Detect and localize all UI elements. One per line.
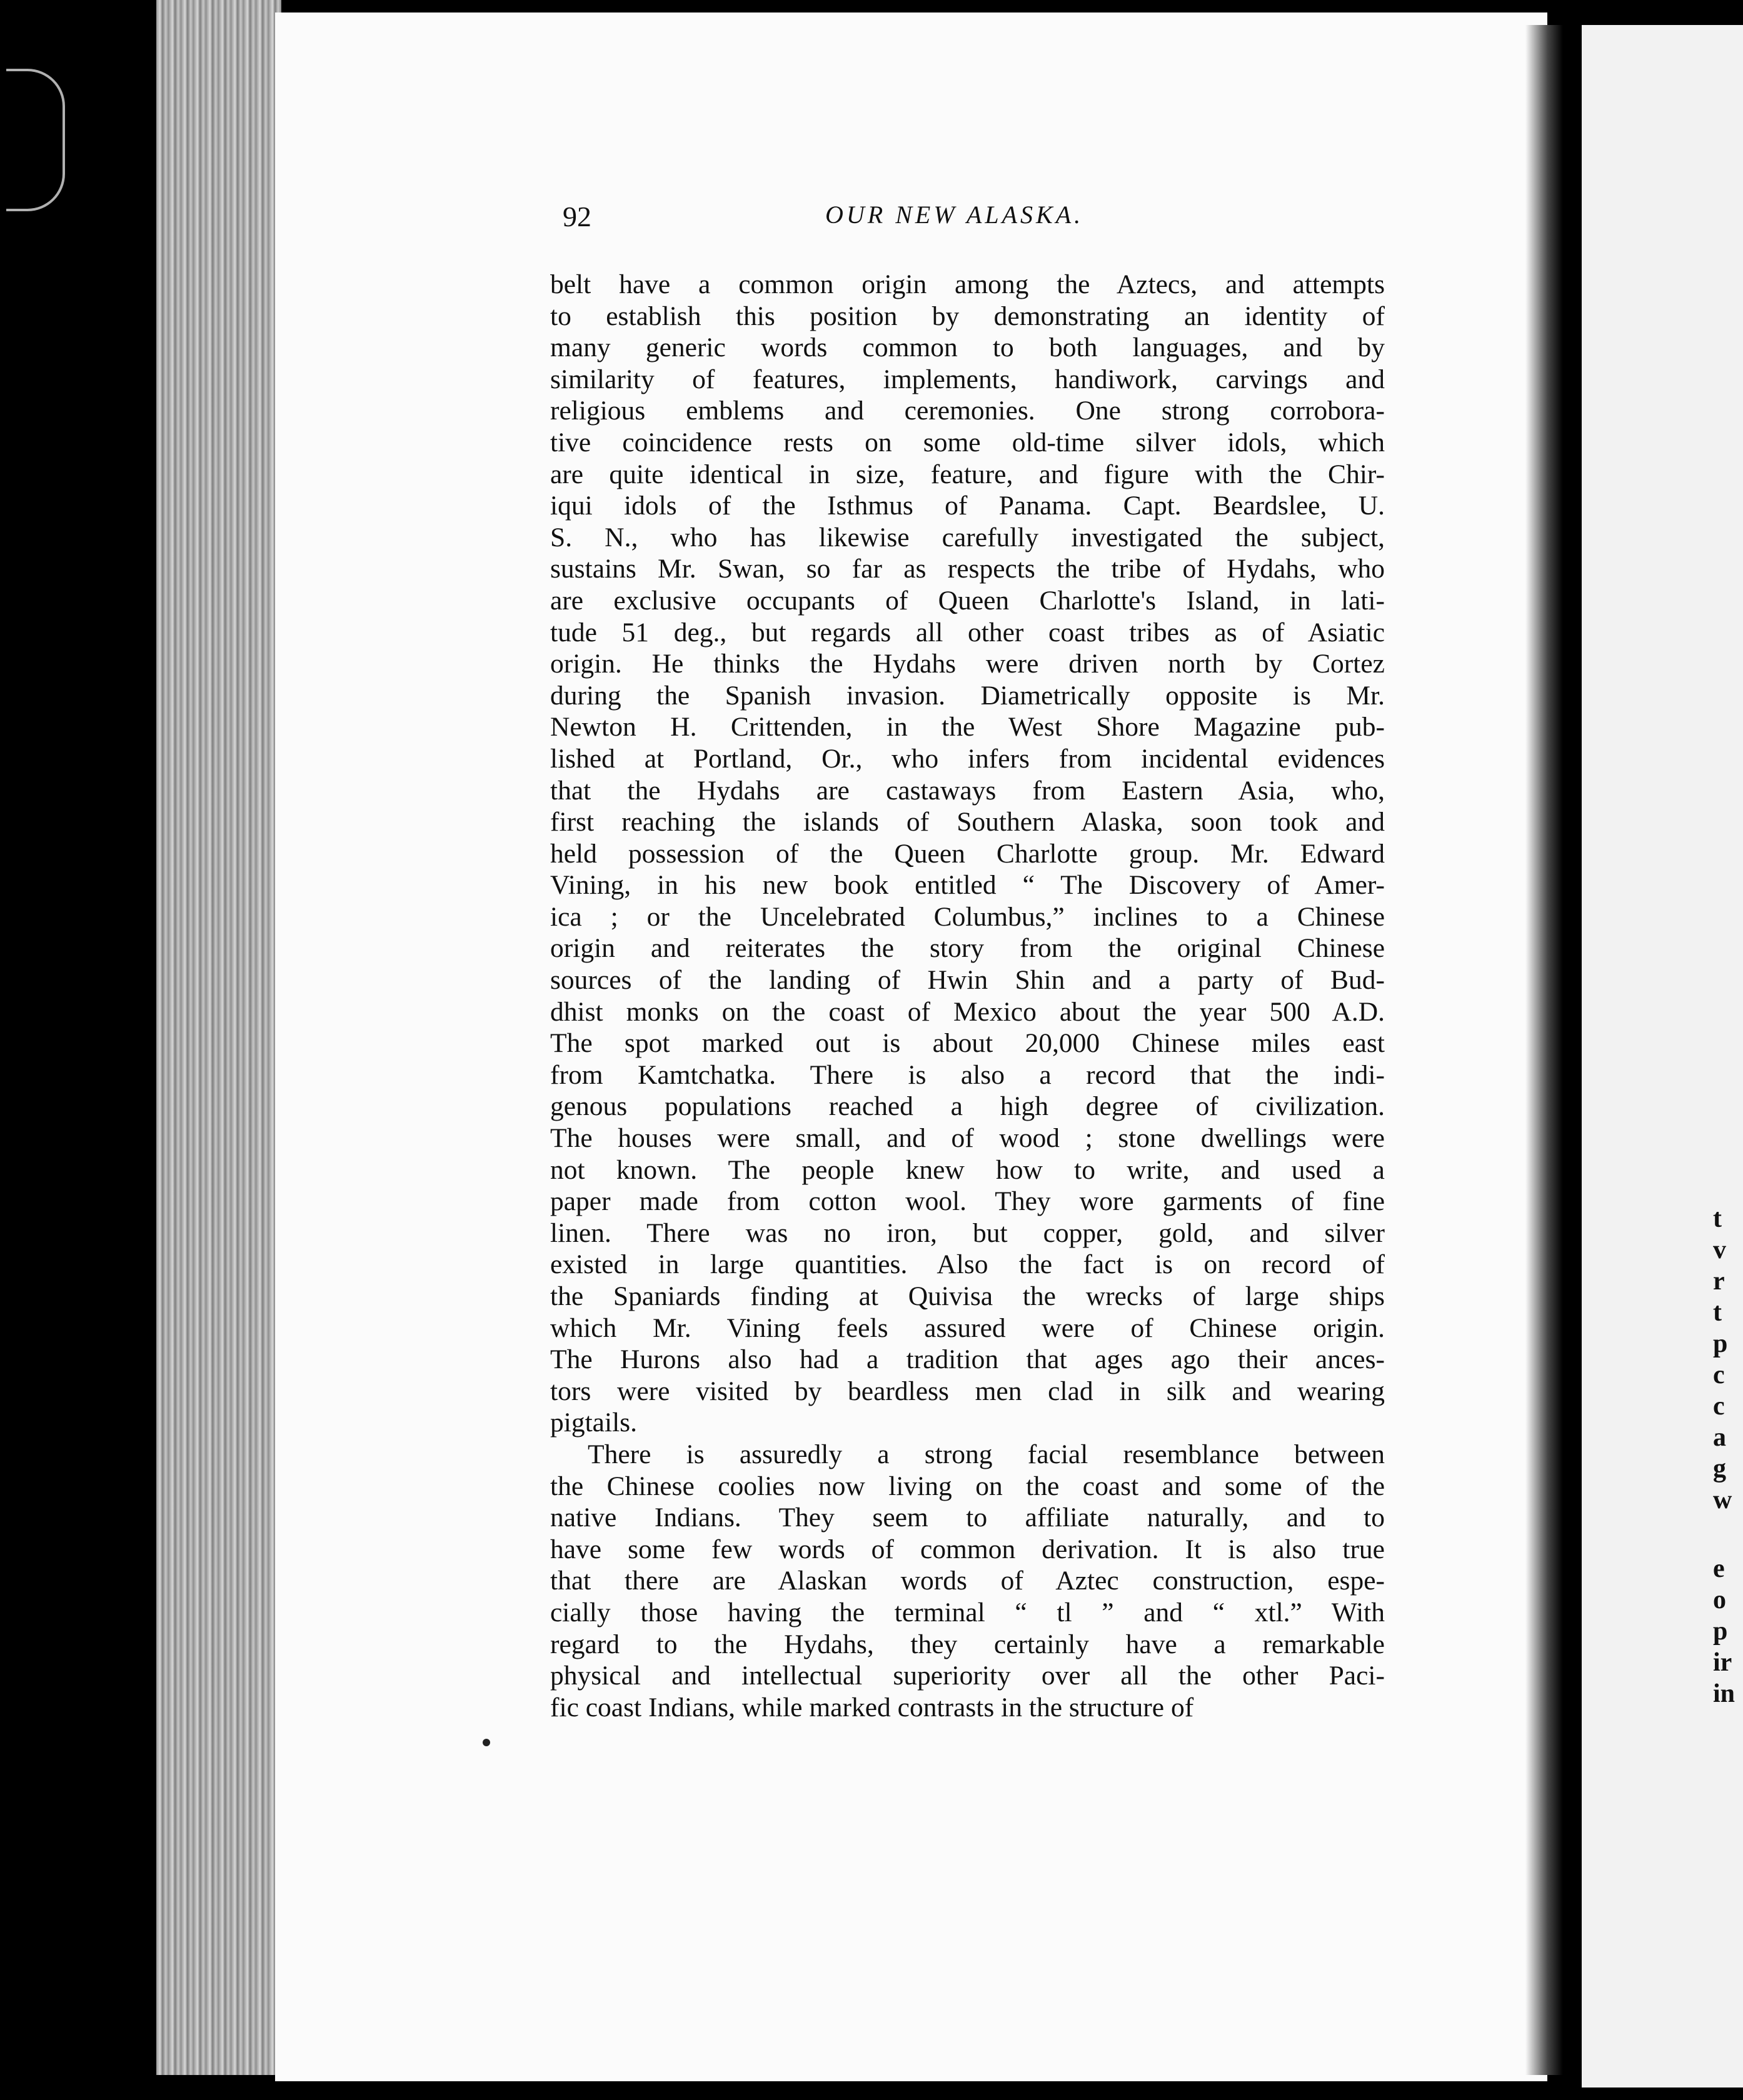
text-line: Newton H. Crittenden, in the West Shore Magazine pub- [550, 712, 1385, 742]
paragraph-2 [550, 1439, 1385, 1723]
text-line: belt have a common origin among the Aztecs, and attempts [550, 269, 1385, 299]
film-scratch [6, 69, 65, 211]
text-line: ica ; or the Uncelebrated Columbus,” inclines to a Chinese [550, 901, 1385, 932]
ink-dot [483, 1739, 490, 1746]
text-line: from Kamtchatka. There is also a record that the indi- [550, 1059, 1385, 1090]
text-line: many generic words common to both languages, and by [550, 332, 1385, 363]
text-line: The spot marked out is about 20,000 Chinese miles east [550, 1028, 1385, 1059]
text-line: The houses were small, and of wood ; stone dwellings were [550, 1123, 1385, 1154]
facing-page-fragment: in [1713, 1679, 1735, 1708]
text-line: origin and reiterates the story from the original Chinese [550, 933, 1385, 964]
text-line: the Spaniards finding at Quivisa the wrecks of large ships [550, 1281, 1385, 1311]
facing-page-fragment: o [1713, 1586, 1726, 1614]
facing-page-fragment: r [1713, 1267, 1725, 1296]
text-line: paper made from cotton wool. They wore garments of fine [550, 1186, 1385, 1217]
paragraph-1 [550, 269, 1385, 1439]
facing-page-fragment: w [1713, 1486, 1732, 1514]
text-line: tude 51 deg., but regards all other coast tribes as of Asiatic [550, 617, 1385, 648]
text-line: which Mr. Vining feels assured were of Chinese origin. [550, 1312, 1385, 1343]
facing-page-fragments [1713, 1203, 1743, 1709]
facing-page-fragment: t [1713, 1204, 1722, 1233]
text-line: the Chinese coolies now living on the coast and some of the [550, 1471, 1385, 1501]
text-line: not known. The people knew how to write, and used a [550, 1154, 1385, 1185]
text-line: native Indians. They seem to affiliate naturally, and to [550, 1502, 1385, 1533]
text-line: There is assuredly a strong facial resemblance between [588, 1439, 1385, 1469]
facing-page-fragment: p [1713, 1329, 1728, 1358]
facing-page-fragment: c [1713, 1392, 1725, 1421]
text-line: pigtails. [550, 1408, 637, 1438]
page-number: 92 [563, 201, 591, 232]
text-line: regard to the Hydahs, they certainly have a remarkable [550, 1629, 1385, 1659]
text-line: S. N., who has likewise carefully investigated the subject, [550, 522, 1385, 552]
text-line: tive coincidence rests on some old-time silver idols, which [550, 427, 1385, 458]
facing-page-fragment: ir [1713, 1648, 1732, 1677]
text-line: Vining, in his new book entitled “ The Discovery of Amer- [550, 870, 1385, 901]
text-line: lished at Portland, Or., who infers from incidental evidences [550, 743, 1385, 774]
running-head: OUR NEW ALASKA. [825, 201, 1084, 229]
text-line: to establish this position by demonstrating an identity of [550, 301, 1385, 331]
text-line: iqui idols of the Isthmus of Panama. Capt. Beardslee, U. [550, 491, 1385, 521]
text-line: similarity of features, implements, handiwork, carvings and [550, 364, 1385, 394]
gutter-shadow [1525, 25, 1563, 2075]
facing-page-fragment: p [1713, 1617, 1728, 1646]
text-line: have some few words of common derivation. It is also true [550, 1534, 1385, 1564]
facing-page-fragment: a [1713, 1423, 1726, 1452]
text-line: dhist monks on the coast of Mexico about the year 500 A.D. [550, 996, 1385, 1027]
facing-page-fragment: e [1713, 1554, 1725, 1583]
text-line: that there are Alaskan words of Aztec construction, espe- [550, 1566, 1385, 1596]
text-line: religious emblems and ceremonies. One strong corrobora- [550, 396, 1385, 426]
text-line: existed in large quantities. Also the fact is on record of [550, 1249, 1385, 1280]
facing-page [1582, 25, 1743, 2088]
text-line: linen. There was no iron, but copper, gold, and silver [550, 1218, 1385, 1248]
text-line: held possession of the Queen Charlotte group. Mr. Edward [550, 838, 1385, 869]
facing-page-fragment: t [1713, 1298, 1722, 1327]
text-line: sustains Mr. Swan, so far as respects the tribe of Hydahs, who [550, 554, 1385, 584]
page-edge-stack [156, 0, 281, 2075]
facing-page-fragment: v [1713, 1236, 1726, 1264]
text-line: during the Spanish invasion. Diametrically opposite is Mr. [550, 680, 1385, 711]
text-line: that the Hydahs are castaways from Eastern Asia, who, [550, 775, 1385, 806]
text-line: genous populations reached a high degree of civilization. [550, 1091, 1385, 1122]
text-line: sources of the landing of Hwin Shin and a party of Bud- [550, 965, 1385, 996]
facing-page-fragment: c [1713, 1361, 1725, 1389]
facing-page-fragment: g [1713, 1454, 1726, 1483]
text-line: are exclusive occupants of Queen Charlotte's Island, in lati- [550, 585, 1385, 616]
text-line: physical and intellectual superiority over all the other Paci- [550, 1661, 1385, 1691]
text-line: cially those having the terminal “ tl ” and “ xtl.” With [550, 1597, 1385, 1628]
text-line: fic coast Indians, while marked contrasts in the structure of [550, 1692, 1194, 1722]
text-line: The Hurons also had a tradition that ages ago their ances- [550, 1344, 1385, 1375]
text-line: tors were visited by beardless men clad in silk and wearing [550, 1376, 1385, 1406]
page-body [550, 269, 1385, 1723]
page-header [563, 200, 1400, 238]
text-line: are quite identical in size, feature, and figure with the Chir- [550, 459, 1385, 489]
text-line: origin. He thinks the Hydahs were driven north by Cortez [550, 649, 1385, 679]
text-line: first reaching the islands of Southern Alaska, soon took and [550, 807, 1385, 838]
